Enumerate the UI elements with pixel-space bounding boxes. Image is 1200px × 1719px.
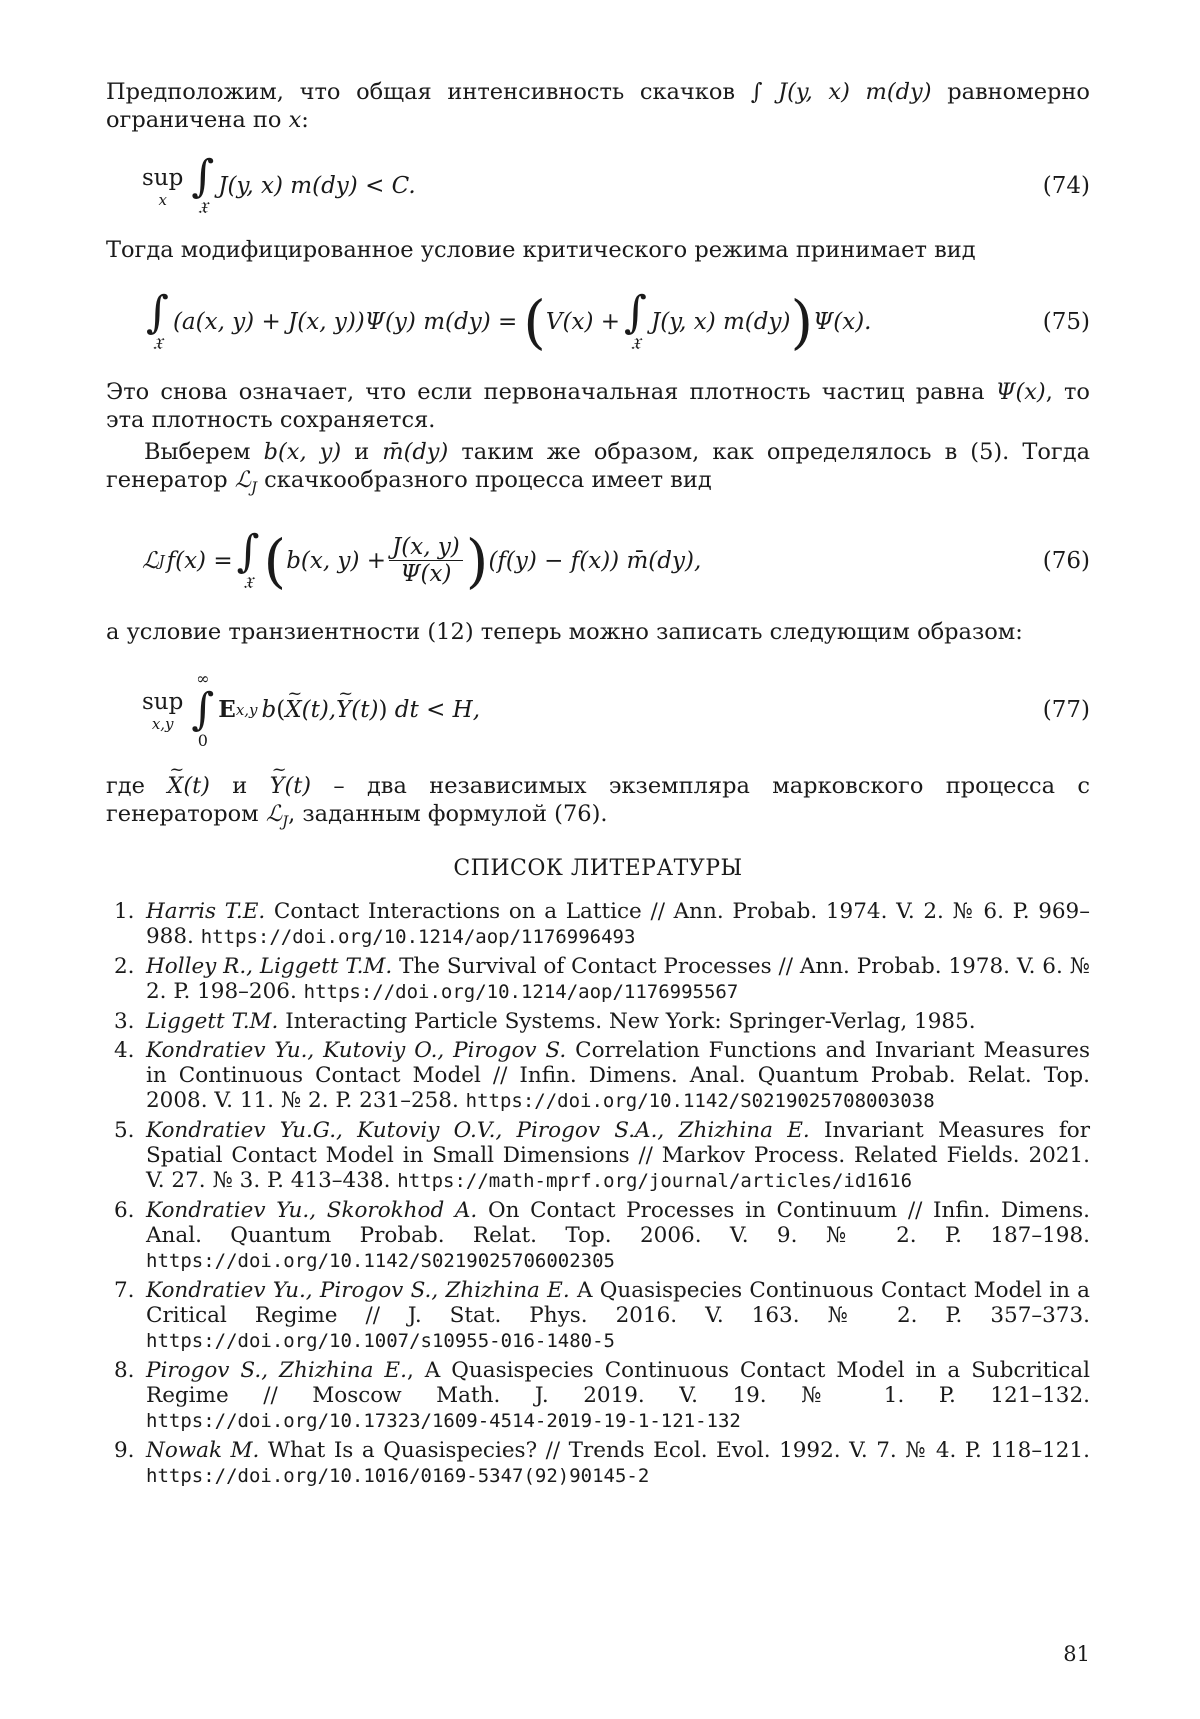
equation-number-75: (75): [1043, 308, 1090, 336]
integral-sign: ∫ 𝔛: [146, 291, 169, 353]
reference-item: 3. Liggett T.M. Interacting Particle Systems. New York: Springer-Verlag, 1985.: [106, 1009, 1090, 1034]
reference-link[interactable]: https://math-mprf.org/journal/articles/id1616: [397, 1170, 912, 1192]
paragraph-critical-regime: Тогда модифицированное условие критического режима принимает вид: [106, 236, 1090, 264]
equation-number-74: (74): [1043, 172, 1090, 200]
equation-74-body: J(y, x) m(dy) < C.: [218, 172, 415, 200]
paragraph-generator: Выберем b(x, y) и m̄(dy) таким же образом, как определялось в (5). Тогда генератор ℒJ скачкообразного процесса имеет вид: [106, 438, 1090, 502]
reference-authors: Kondratiev Yu., Skorokhod A.: [146, 1198, 477, 1223]
sup-operator: sup x: [142, 164, 183, 208]
equation-74: [106, 140, 1090, 232]
reference-authors: Liggett T.M.: [146, 1009, 278, 1034]
equation-77: sup x,y ∞ ∫ 0 E x,y b ( ~ X (t), ~ Y (t) ) dt < H, (77): [106, 654, 1090, 766]
reference-link[interactable]: https://doi.org/10.1142/S0219025706002305: [146, 1250, 615, 1272]
references-heading: СПИСОК ЛИТЕРАТУРЫ: [106, 855, 1090, 883]
reference-authors: Holley R., Liggett T.M.: [146, 954, 392, 979]
paragraph-density-preserved: Это снова означает, что если первоначальная плотность частиц равна Ψ(x), то эта плотность сохраняется.: [106, 378, 1090, 434]
reference-authors: Kondratiev Yu.G., Kutoviy O.V., Pirogov S.A., Zhizhina E.: [146, 1118, 810, 1143]
reference-link[interactable]: https://doi.org/10.1142/S0219025708003038: [466, 1090, 935, 1112]
references-list: [106, 899, 1090, 1489]
equation-number-77: (77): [1043, 696, 1090, 724]
page-number: 81: [1063, 1640, 1090, 1668]
reference-item: 4. Kondratiev Yu., Kutoviy O., Pirogov S. Correlation Functions and Invariant Measures in Continuous Contact Model // Infin. Dimens. Anal. Quantum Probab. Relat. Top. 2008. V. 11. № 2. P. 231–258. https://doi.org/10.1142/S0219025708003038: [106, 1038, 1090, 1114]
integral-sign: ∫ 𝔛: [624, 291, 647, 353]
paragraph-independent-copies: где ~ X(t) и ~ Y(t) – два независимых экземпляра марковского процесса с генератором ℒJ, заданным формулой (76).: [106, 772, 1090, 836]
integral-sign: ∫ 𝔛: [191, 155, 214, 217]
reference-link[interactable]: https://doi.org/10.1016/0169-5347(92)90145-2: [146, 1465, 649, 1487]
reference-item: 8. Pirogov S., Zhizhina E., A Quasispecies Continuous Contact Model in a Subcritical Regime // Moscow Math. J. 2019. V. 19. № 1. P. 121–132. https://doi.org/10.17323/1609-4514-2019-19-1-121-132: [106, 1358, 1090, 1434]
intro-math: ∫ J(y, x) m(dy): [751, 79, 932, 105]
reference-authors: Nowak M.: [146, 1438, 259, 1463]
integral-sign: ∫ 𝔛: [237, 530, 260, 592]
reference-link[interactable]: https://doi.org/10.1214/aop/1176996493: [201, 926, 636, 948]
reference-authors: Pirogov S., Zhizhina E.: [146, 1358, 407, 1383]
reference-item: 6. Kondratiev Yu., Skorokhod A. On Contact Processes in Continuum // Infin. Dimens. Anal. Quantum Probab. Relat. Top. 2006. V. 9. № 2. P. 187–198. https://doi.org/10.1142/S0219025706002305: [106, 1198, 1090, 1274]
intro-paragraph: Предположим, что общая интенсивность скачков ∫ J(y, x) m(dy) равномерно ограничена по x:: [106, 78, 1090, 134]
sup-operator: sup x,y: [142, 688, 183, 732]
page-body: [106, 78, 1090, 1493]
equation-76: ℒ J f(x) = ∫ 𝔛 ( b(x, y) + J(x, y) Ψ(x) ) (f(y) − f(x)) m̄(dy), (76): [106, 510, 1090, 612]
reference-authors: Kondratiev Yu., Pirogov S., Zhizhina E.: [146, 1278, 570, 1303]
integral-sign: ∞ ∫ 0: [191, 670, 214, 750]
reference-link[interactable]: https://doi.org/10.17323/1609-4514-2019-19-1-121-132: [146, 1410, 741, 1432]
reference-link[interactable]: https://doi.org/10.1007/s10955-016-1480-5: [146, 1330, 615, 1352]
reference-item: 5. Kondratiev Yu.G., Kutoviy O.V., Pirogov S.A., Zhizhina E. Invariant Measures for Spatial Contact Model in Small Dimensions // Markov Process. Related Fields. 2021. V. 27. № 3. P. 413–438. https://math-mprf.org/journal/articles/id1616: [106, 1118, 1090, 1194]
equation-75: ∫ 𝔛 (a(x, y) + J(x, y))Ψ(y) m(dy) = ( V(x) + ∫ 𝔛 J(y, x) m(dy) ) Ψ(x). (75): [106, 272, 1090, 372]
reference-item: 9. Nowak M. What Is a Quasispecies? // Trends Ecol. Evol. 1992. V. 7. № 4. P. 118–121. https://doi.org/10.1016/0169-5347(92)90145-2: [106, 1438, 1090, 1489]
reference-item: 2. Holley R., Liggett T.M. The Survival of Contact Processes // Ann. Probab. 1978. V. 6. № 2. P. 198–206. https://doi.org/10.1214/aop/1176995567: [106, 954, 1090, 1005]
reference-authors: Kondratiev Yu., Kutoviy O., Pirogov S.: [146, 1038, 566, 1063]
reference-item: 7. Kondratiev Yu., Pirogov S., Zhizhina E. A Quasispecies Continuous Contact Model in a Critical Regime // J. Stat. Phys. 2016. V. 163. № 2. P. 357–373. https://doi.org/10.1007/s10955-016-1480-5: [106, 1278, 1090, 1354]
fraction: J(x, y) Ψ(x): [389, 534, 463, 587]
reference-link[interactable]: https://doi.org/10.1214/aop/1176995567: [304, 981, 739, 1003]
reference-item: 1. Harris T.E. Contact Interactions on a Lattice // Ann. Probab. 1974. V. 2. № 6. P. 969–988. https://doi.org/10.1214/aop/1176996493: [106, 899, 1090, 950]
reference-authors: Harris T.E.: [146, 899, 265, 924]
equation-number-76: (76): [1043, 547, 1090, 575]
paragraph-transience: а условие транзиентности (12) теперь можно записать следующим образом:: [106, 618, 1090, 646]
